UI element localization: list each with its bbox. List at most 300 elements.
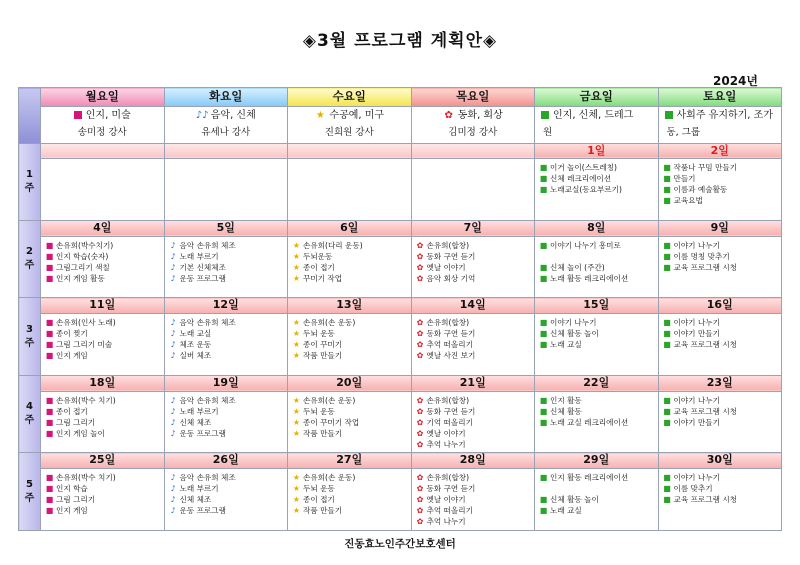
activity-item (663, 184, 780, 195)
activity-item (539, 317, 656, 328)
activity-item (539, 395, 656, 406)
week-date-row (19, 298, 782, 314)
date-cell: 14일 (411, 298, 535, 314)
date-cell: 28일 (411, 453, 535, 469)
activity-cell (41, 314, 165, 376)
activity-list (288, 392, 411, 439)
activity-cell (41, 236, 165, 298)
green-square-icon: ■ (663, 262, 671, 272)
date-cell: 16일 (658, 298, 782, 314)
activity-item (292, 339, 409, 350)
activity-list (659, 314, 782, 350)
activity-item (169, 494, 286, 505)
pink-square-icon (45, 240, 54, 251)
activity-text: 옛날 이야기 (426, 262, 466, 272)
date-cell: 30일 (658, 453, 782, 469)
activity-item (169, 395, 286, 406)
green-square-icon: ■ (539, 340, 548, 350)
activity-cell (411, 469, 535, 531)
activity-list (288, 469, 411, 516)
date-cell: 9일 (658, 220, 782, 236)
activity-item (292, 472, 409, 483)
activity-text: 이야기 나누기 (550, 318, 597, 328)
activity-item (539, 173, 656, 184)
activity-cell (288, 391, 412, 453)
flower-icon: ✿ (416, 340, 424, 350)
activity-text: 손유희(손 운동) (303, 318, 356, 328)
green-square-icon: ■ (663, 417, 671, 427)
activity-text: 이야기 나누기 (673, 395, 720, 405)
activity-list (165, 314, 288, 361)
activity-text: 교육 프로그램 시청 (673, 406, 738, 416)
activity-text: 노래 교실 (550, 506, 582, 516)
activity-text: 추억 떠올리기 (426, 340, 473, 350)
date-cell: 26일 (164, 453, 288, 469)
date-cell: 25일 (41, 453, 165, 469)
activity-list (288, 314, 411, 361)
activity-cell (288, 236, 412, 298)
activity-item (45, 483, 162, 494)
star-icon: ★ (292, 329, 301, 339)
activity-text: 이름 명칭 맞추기 (673, 251, 730, 261)
week-activity-row (19, 314, 782, 376)
activity-item (539, 406, 656, 417)
activity-list (165, 237, 288, 284)
activity-text: 신체 체조 (179, 495, 212, 505)
star-icon: ★ (292, 406, 301, 416)
program-teacher: 송미정 강사 (77, 126, 127, 138)
activity-cell (411, 314, 535, 376)
activity-text: 음악 손유희 체조 (179, 395, 236, 405)
activity-item (663, 406, 780, 417)
activity-item (663, 328, 780, 339)
program-topic: 인지, 미술 (85, 109, 131, 121)
activity-text: 음악 회상 기억 (426, 273, 476, 283)
week-label: 1 주 (19, 143, 41, 220)
week-activity-row (19, 391, 782, 453)
star-icon: ★ (292, 428, 301, 438)
green-square-icon: ■ (663, 185, 671, 195)
activity-list (41, 237, 164, 284)
activity-cell (288, 469, 412, 531)
green-square-icon: ■ (663, 318, 671, 328)
flower-icon: ✿ (444, 109, 453, 121)
activity-text: 추억 떠올리기 (426, 506, 473, 516)
activity-cell (288, 159, 412, 221)
program-teacher: 유세나 강사 (201, 126, 251, 138)
activity-item (292, 328, 409, 339)
green-square-icon: ■ (539, 417, 548, 427)
activity-text: 노래 활동 레크리에이션 (550, 273, 629, 283)
green-square-icon: ■ (663, 406, 671, 416)
pink-square-icon (45, 505, 54, 516)
activity-text: 인지 게임 활동 (56, 273, 105, 283)
activity-item (169, 339, 286, 350)
page-title: ◈3월 프로그램 계획안◈ (302, 31, 498, 51)
activity-item (292, 273, 409, 284)
day-header-thu: 목요일 (411, 88, 535, 107)
activity-cell (658, 391, 782, 453)
green-square-icon: ■ (539, 163, 548, 173)
program-cell-fri (535, 106, 659, 143)
activity-item (292, 251, 409, 262)
activity-item (292, 350, 409, 361)
activity-list (41, 392, 164, 439)
pink-square-icon (45, 494, 54, 505)
activity-text: 이야기 만들기 (673, 329, 720, 339)
activity-cell (41, 391, 165, 453)
activity-cell (535, 159, 659, 221)
flower-icon: ✿ (416, 473, 424, 483)
activity-text: 기본 신체체조 (179, 262, 226, 272)
activity-text: 그림 그리기 (56, 495, 96, 505)
date-cell: 12일 (164, 298, 288, 314)
activity-item (663, 494, 780, 505)
activity-cell (41, 159, 165, 221)
activity-list (412, 314, 535, 361)
activity-item (169, 328, 286, 339)
star-icon: ★ (292, 495, 301, 505)
program-topic: 인지, 신체, 드레그 (553, 109, 634, 121)
activity-cell (658, 314, 782, 376)
pink-square-icon (45, 483, 54, 494)
activity-item (45, 395, 162, 406)
activity-text: 옛날 사진 보기 (426, 351, 476, 361)
activity-text: 두뇌운동 (303, 251, 333, 261)
activity-item (539, 339, 656, 350)
star-icon: ★ (292, 340, 301, 350)
activity-text: 신체 활동 놀이 (550, 495, 599, 505)
pink-square-icon (45, 350, 54, 361)
pink-square-icon (45, 328, 54, 339)
activity-list (659, 159, 782, 206)
activity-text: 신체 활동 (550, 406, 582, 416)
day-header-tue: 화요일 (164, 88, 288, 107)
activity-list (41, 469, 164, 516)
music-note-icon: ♪ (170, 240, 176, 250)
music-note-icon: ♪ (170, 329, 176, 339)
activity-list (535, 159, 658, 195)
activity-item (539, 483, 656, 494)
activity-item (663, 240, 780, 251)
activity-item (169, 472, 286, 483)
date-cell (41, 143, 165, 159)
activity-list (288, 159, 411, 162)
program-header-row (19, 106, 782, 143)
program-cell-sat (658, 106, 782, 143)
flower-icon: ✿ (416, 351, 424, 361)
music-note-icon: ♪ (170, 484, 176, 494)
activity-text: 작품 만들기 (303, 351, 343, 361)
activity-item (416, 328, 533, 339)
green-square-icon: ■ (539, 495, 548, 505)
activity-item (292, 317, 409, 328)
green-square-icon: ■ (663, 473, 671, 483)
activity-cell (658, 469, 782, 531)
week-date-row (19, 143, 782, 159)
activity-list (288, 237, 411, 284)
activity-item (663, 262, 780, 273)
date-cell: 23일 (658, 375, 782, 391)
day-header-fri: 금요일 (535, 88, 659, 107)
green-square-icon: ■ (663, 240, 671, 250)
activity-item (45, 428, 162, 439)
activity-text: 신체 놀이 (주간) (550, 262, 605, 272)
activity-text: 노래 부르기 (179, 406, 219, 416)
activity-text: 추억 나누기 (426, 517, 466, 527)
activity-text: 음악 손유희 체조 (179, 318, 236, 328)
pink-square-icon (45, 262, 54, 273)
music-note-icon: ♪ (170, 262, 176, 272)
week-label: 3 주 (19, 298, 41, 375)
activity-item (539, 240, 656, 251)
activity-cell (411, 159, 535, 221)
activity-text: 신체 레크리에이션 (550, 174, 612, 184)
activity-text: 옛날 이야기 (426, 428, 466, 438)
activity-text: 신체 활동 놀이 (550, 329, 599, 339)
activity-list (412, 237, 535, 284)
activity-text: 교육 프로그램 시청 (673, 340, 738, 350)
activity-item (45, 350, 162, 361)
activity-item (169, 417, 286, 428)
flower-icon: ✿ (416, 406, 424, 416)
activity-item (45, 494, 162, 505)
week-label: 4 주 (19, 375, 41, 452)
green-square-icon: ■ (539, 329, 548, 339)
music-note-icon: ♪ (170, 340, 176, 350)
star-icon: ★ (292, 417, 301, 427)
program-cell-tue (164, 106, 288, 143)
activity-text: 체조 운동 (179, 340, 212, 350)
star-icon: ★ (292, 395, 301, 405)
week-date-row (19, 375, 782, 391)
activity-text: 이야기 나누기 (673, 473, 720, 483)
activity-item (416, 395, 533, 406)
star-icon: ★ (292, 262, 301, 272)
activity-item (45, 328, 162, 339)
date-cell: 1일 (535, 143, 659, 159)
activity-text: 노래교실(동요부르기) (550, 185, 622, 195)
green-square-icon: ■ (539, 318, 548, 328)
activity-item (45, 240, 162, 251)
week-activity-row (19, 469, 782, 531)
date-cell: 5일 (164, 220, 288, 236)
program-teacher: 김미정 강사 (448, 126, 498, 138)
activity-item (539, 162, 656, 173)
activity-item (539, 417, 656, 428)
activity-item (416, 505, 533, 516)
green-square-icon: ■ (539, 395, 548, 405)
activity-text: 손유희(박수 치기) (56, 473, 116, 483)
pink-square-icon (45, 428, 54, 439)
activity-item (169, 251, 286, 262)
date-cell: 15일 (535, 298, 659, 314)
green-square-icon: ■ (539, 273, 548, 283)
flower-icon: ✿ (416, 428, 424, 438)
center-name: 진동효노인주간보호센터 (344, 538, 456, 550)
activity-item (416, 240, 533, 251)
activity-item (539, 262, 656, 273)
activity-text: 꾸미기 작업 (303, 273, 343, 283)
activity-text: 인지 활동 레크리에이션 (550, 473, 629, 483)
week-date-row (19, 453, 782, 469)
program-cell-thu (411, 106, 535, 143)
activity-cell (288, 314, 412, 376)
music-note-icon: ♪ (170, 417, 176, 427)
activity-item (539, 328, 656, 339)
flower-icon: ✿ (416, 495, 424, 505)
day-header-wed: 수요일 (288, 88, 412, 107)
green-square-icon: ■ (663, 484, 671, 494)
activity-list (659, 392, 782, 428)
star-icon: ★ (292, 351, 301, 361)
flower-icon: ✿ (416, 395, 424, 405)
flower-icon: ✿ (416, 273, 424, 283)
music-note-icon: ♪ (170, 473, 176, 483)
activity-text: 인지 학습(숫자) (56, 251, 109, 261)
green-square-icon: ■ (663, 251, 671, 261)
activity-text: 음악 손유희 체조 (179, 473, 236, 483)
program-topic: 음악, 신체 (210, 109, 256, 121)
activity-text: 종이 접기 (56, 406, 88, 416)
activity-item (416, 262, 533, 273)
week-activity-row (19, 236, 782, 298)
green-square-icon: ■ (539, 262, 548, 272)
activity-cell (411, 391, 535, 453)
activity-item (45, 251, 162, 262)
activity-text: 인지 게임 (56, 506, 88, 516)
activity-item (169, 406, 286, 417)
music-note-icon: ♪ (170, 318, 176, 328)
activity-item (45, 472, 162, 483)
activity-cell (535, 469, 659, 531)
pink-square-icon (74, 111, 82, 119)
pink-square-icon (45, 251, 54, 262)
pink-square-icon (45, 395, 54, 406)
activity-item (416, 483, 533, 494)
activity-item (45, 406, 162, 417)
activity-cell (411, 236, 535, 298)
activity-item (416, 273, 533, 284)
activity-text: 추억 나누기 (426, 439, 466, 449)
activity-text: 손유희(인사 노래) (56, 318, 116, 328)
activity-list (41, 159, 164, 162)
activity-text: 옛날 이야기 (426, 495, 466, 505)
date-cell: 8일 (535, 220, 659, 236)
date-cell: 6일 (288, 220, 412, 236)
flower-icon: ✿ (416, 240, 424, 250)
activity-item (416, 350, 533, 361)
activity-text: 노래 부르기 (179, 251, 219, 261)
activity-text: 손유희(박수 치기) (56, 395, 116, 405)
activity-text: 작품나 꾸밈 만들기 (673, 163, 738, 173)
green-square-icon: ■ (663, 395, 671, 405)
activity-text: 손유희(합창) (426, 473, 470, 483)
activity-list (165, 469, 288, 516)
activity-item (292, 406, 409, 417)
flower-icon: ✿ (416, 318, 424, 328)
activity-item (539, 273, 656, 284)
activity-text: 운동 프로그램 (179, 428, 226, 438)
activity-text: 작품 만들기 (303, 428, 343, 438)
green-square-icon (541, 111, 549, 119)
program-cell-wed (288, 106, 412, 143)
star-icon: ★ (292, 318, 301, 328)
green-square-icon: ■ (539, 506, 548, 516)
activity-item (663, 395, 780, 406)
activity-item (539, 251, 656, 262)
activity-cell (658, 236, 782, 298)
activity-item (169, 273, 286, 284)
activity-text: 기억 떠올리기 (426, 417, 473, 427)
flower-icon: ✿ (416, 262, 424, 272)
green-square-icon: ■ (539, 174, 548, 184)
activity-text: 이야기 나누기 (673, 318, 720, 328)
date-cell: 7일 (411, 220, 535, 236)
week-label: 5 주 (19, 453, 41, 531)
schedule-table (18, 87, 782, 531)
activity-item (416, 339, 533, 350)
activity-item (416, 317, 533, 328)
music-note-icon: ♪ (170, 495, 176, 505)
activity-list (165, 159, 288, 162)
activity-item (539, 505, 656, 516)
activity-item (663, 251, 780, 262)
activity-list (165, 392, 288, 439)
activity-item (663, 417, 780, 428)
pink-square-icon (45, 317, 54, 328)
activity-text: 종이 찢기 (56, 329, 88, 339)
date-cell: 11일 (41, 298, 165, 314)
activity-text: 신체 체조 (179, 417, 212, 427)
pink-square-icon (45, 472, 54, 483)
activity-list (412, 469, 535, 527)
activity-list (659, 469, 782, 505)
star-icon: ★ (315, 109, 325, 121)
activity-text: 동화 구연 듣기 (426, 251, 476, 261)
program-cell-mon (41, 106, 165, 143)
music-note-icon: ♪ (170, 273, 176, 283)
activity-text: 종이 꾸미기 작업 (303, 417, 360, 427)
date-cell: 20일 (288, 375, 412, 391)
week-label: 2 주 (19, 220, 41, 297)
activity-text: 노래 교실 레크리에이션 (550, 417, 629, 427)
date-cell (164, 143, 288, 159)
program-topic: 사회주 유지하기, 조가 (676, 109, 773, 121)
activity-text: 종이 접기 (303, 262, 335, 272)
day-header-sat: 토요일 (658, 88, 782, 107)
activity-item (416, 417, 533, 428)
activity-item (663, 483, 780, 494)
green-square-icon: ■ (663, 174, 671, 184)
music-note-icon: ♪ (170, 251, 176, 261)
activity-text: 인지 게임 (56, 351, 88, 361)
activity-text: 이야기 나누기 (673, 240, 720, 250)
activity-text: 두뇌 운동 (303, 406, 335, 416)
activity-text: 운동 프로그램 (179, 273, 226, 283)
activity-item (416, 494, 533, 505)
pink-square-icon (45, 339, 54, 350)
activity-text: 교육 프로그램 시청 (673, 495, 738, 505)
activity-item (663, 317, 780, 328)
green-square-icon: ■ (663, 196, 671, 206)
activity-list (535, 469, 658, 516)
activity-item (45, 262, 162, 273)
program-topic: 수공예, 미구 (329, 109, 385, 121)
activity-text: 노래 부르기 (179, 484, 219, 494)
activity-list (535, 314, 658, 350)
activity-item (416, 516, 533, 527)
